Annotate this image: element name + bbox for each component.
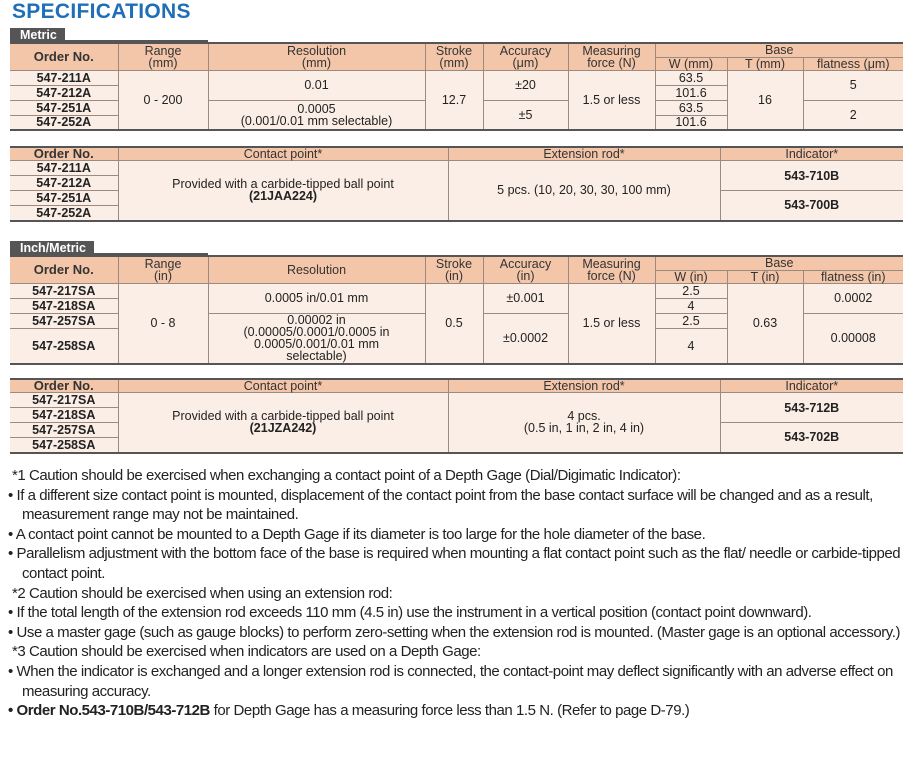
header-order: Order No. (10, 379, 118, 393)
header-extension: Extension rod* (448, 379, 720, 393)
width: 2.5 (655, 283, 727, 298)
order-no: 547-258SA (10, 438, 118, 453)
header-resolution: Resolution (208, 256, 425, 283)
order-no: 547-218SA (10, 298, 118, 313)
indicator: 543-702B (720, 423, 903, 453)
contact-point: Provided with a carbide-tipped ball point (21JAA224) (118, 161, 448, 221)
flatness: 0.00008 (803, 313, 903, 364)
header-flatness: flatness (μm) (803, 57, 903, 70)
indicator: 543-712B (720, 393, 903, 423)
header-range: Range (in) (118, 256, 208, 283)
force: 1.5 or less (568, 283, 655, 364)
stroke: 12.7 (425, 70, 483, 130)
note-item: • A contact point cannot be mounted to a Depth Gage if its diameter is too large for the hole diameter of the base. (8, 525, 706, 543)
range: 0 - 8 (118, 283, 208, 364)
order-no: 547-212A (10, 176, 118, 191)
resolution: 0.0005 (0.001/0.01 mm selectable) (208, 100, 425, 130)
flatness: 5 (803, 70, 903, 100)
note-item: • Use a master gage (such as gauge blocks) to perform zero-setting when the extension rod is mounted. (Master gage is an optional accessory.) (8, 623, 901, 641)
range: 0 - 200 (118, 70, 208, 130)
header-base: Base (655, 43, 903, 57)
accuracy: ±0.0002 (483, 313, 568, 364)
caution-notes (8, 466, 908, 721)
inch-accessory-table (10, 378, 903, 454)
width: 101.6 (655, 85, 727, 100)
width: 2.5 (655, 313, 727, 328)
order-no: 547-258SA (10, 328, 118, 364)
header-range: Range (mm) (118, 43, 208, 70)
header-order: Order No. (10, 256, 118, 283)
flatness: 0.0002 (803, 283, 903, 313)
resolution: 0.01 (208, 70, 425, 100)
header-t: T (in) (727, 270, 803, 283)
caution-heading: *3 Caution should be exercised when indicators are used on a Depth Gage: (12, 643, 481, 661)
header-w: W (mm) (655, 57, 727, 70)
tab-label: Metric (10, 28, 65, 42)
force: 1.5 or less (568, 70, 655, 130)
note-item: • If a different size contact point is mounted, displacement of the contact point from the base contact surface will be changed and as a result, measurement range may not be maintained. (8, 486, 873, 524)
inch-spec-table (10, 255, 903, 365)
note-item: • If the total length of the extension rod exceeds 110 mm (4.5 in) use the instrument in a vertical position (contact point downward). (8, 604, 812, 622)
header-stroke: Stroke (in) (425, 256, 483, 283)
order-no: 547-257SA (10, 423, 118, 438)
header-order: Order No. (10, 43, 118, 70)
stroke: 0.5 (425, 283, 483, 364)
width: 101.6 (655, 115, 727, 130)
extension-rod: 4 pcs. (0.5 in, 1 in, 2 in, 4 in) (448, 393, 720, 453)
order-no: 547-211A (10, 161, 118, 176)
note-item: • When the indicator is exchanged and a longer extension rod is connected, the contact-point may deflect significantly with an adverse effect on measuring accuracy. (8, 662, 893, 700)
order-no: 547-212A (10, 85, 118, 100)
accuracy: ±0.001 (483, 283, 568, 313)
thickness: 0.63 (727, 283, 803, 364)
header-t: T (mm) (727, 57, 803, 70)
header-base: Base (655, 256, 903, 270)
order-no: 547-217SA (10, 283, 118, 298)
header-w: W (in) (655, 270, 727, 283)
order-no: 547-252A (10, 206, 118, 221)
extension-rod: 5 pcs. (10, 20, 30, 30, 100 mm) (448, 161, 720, 221)
header-accuracy: Accuracy (μm) (483, 43, 568, 70)
section-tab-metric (10, 26, 208, 42)
header-force: Measuring force (N) (568, 256, 655, 283)
header-stroke: Stroke (mm) (425, 43, 483, 70)
order-no: 547-257SA (10, 313, 118, 328)
width: 4 (655, 298, 727, 313)
note-item: • Parallelism adjustment with the bottom face of the base is required when mounting a flat contact point such as the flat/ needle or carbide-tipped contact point. (8, 545, 901, 582)
flatness: 2 (803, 100, 903, 130)
width: 63.5 (655, 70, 727, 85)
resolution: 0.0005 in/0.01 mm (208, 283, 425, 313)
accuracy: ±5 (483, 100, 568, 130)
note-item: • Order No.543-710B/543-712B for Depth Gage has a measuring force less than 1.5 N. (Refer to page D-79.) (8, 702, 690, 720)
tab-label: Inch/Metric (10, 241, 94, 255)
page-title: SPECIFICATIONS (12, 0, 191, 23)
order-no: 547-217SA (10, 393, 118, 408)
metric-spec-table (10, 42, 903, 131)
metric-accessory-table (10, 146, 903, 222)
header-force: Measuring force (N) (568, 43, 655, 70)
header-flatness: flatness (in) (803, 270, 903, 283)
indicator: 543-700B (720, 191, 903, 221)
caution-heading: *2 Caution should be exercised when using an extension rod: (12, 584, 393, 602)
header-contact: Contact point* (118, 379, 448, 393)
accuracy: ±20 (483, 70, 568, 100)
order-no: 547-211A (10, 70, 118, 85)
indicator: 543-710B (720, 161, 903, 191)
header-accuracy: Accuracy (in) (483, 256, 568, 283)
header-indicator: Indicator* (720, 379, 903, 393)
thickness: 16 (727, 70, 803, 130)
order-no: 547-252A (10, 115, 118, 130)
order-no: 547-251A (10, 100, 118, 115)
header-resolution: Resolution (mm) (208, 43, 425, 70)
order-no: 547-218SA (10, 408, 118, 423)
section-tab-inch (10, 239, 208, 255)
header-contact: Contact point* (118, 147, 448, 161)
contact-point: Provided with a carbide-tipped ball point (21JZA242) (118, 393, 448, 453)
header-order: Order No. (10, 147, 118, 161)
width: 4 (655, 328, 727, 364)
caution-heading: *1 Caution should be exercised when exchanging a contact point of a Depth Gage (Dial/Digimatic Indicator): (12, 467, 681, 484)
header-extension: Extension rod* (448, 147, 720, 161)
order-no: 547-251A (10, 191, 118, 206)
resolution: 0.00002 in (0.00005/0.0001/0.0005 in 0.0005/0.001/0.01 mm selectable) (208, 313, 425, 364)
header-indicator: Indicator* (720, 147, 903, 161)
width: 63.5 (655, 100, 727, 115)
